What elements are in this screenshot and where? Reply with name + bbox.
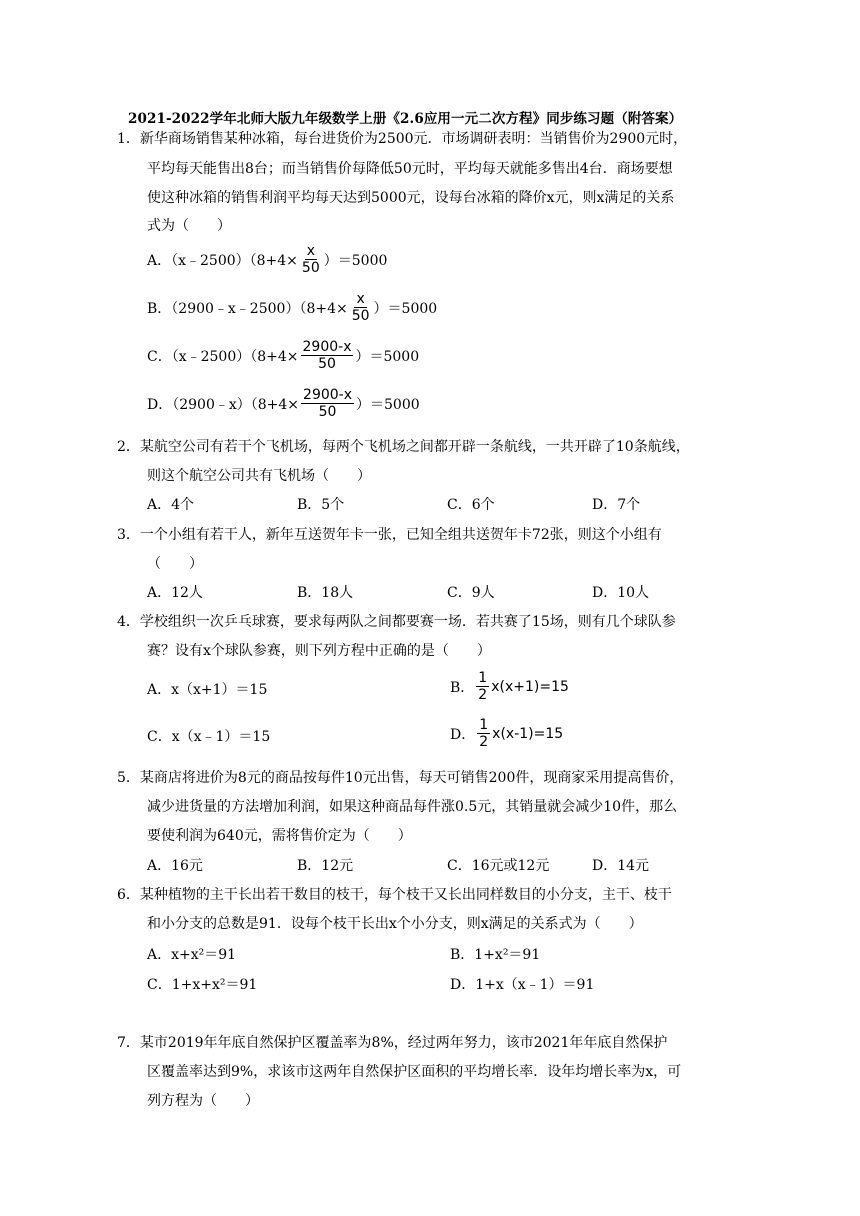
q3-line-1: 3．一个小组有若干人，新年互送贺年卡一张，已知全组共送贺年卡72张，则这个小组有: [117, 527, 662, 543]
q2-option-a: A．4个: [147, 497, 195, 513]
fraction-numerator: x: [356, 291, 365, 307]
fraction-denominator: 2: [479, 734, 489, 750]
q5-option-c: C．16元或12元: [447, 858, 550, 874]
q2-line-2: 则这个航空公司共有飞机场（ ）: [147, 468, 371, 484]
q6-option-c: C．1+x+x²＝91: [147, 977, 258, 993]
fraction-denominator: 50: [318, 356, 336, 372]
q1-option-b-fraction: [350, 291, 372, 324]
q5-option-d: D．14元: [592, 858, 650, 874]
q1-option-a-fraction: [300, 243, 322, 276]
q5-option-a: A．16元: [147, 858, 203, 874]
q1-option-d-fraction: [301, 387, 354, 420]
q7-line-3: 列方程为（ ）: [147, 1093, 259, 1109]
q1-option-b-post: ）＝5000: [373, 300, 438, 317]
fraction-denominator: 2: [478, 687, 488, 703]
q4-line-1: 4．学校组织一次乒乓球赛，要求每两队之间都要赛一场．若共赛了15场，则有几个球队参: [117, 614, 676, 630]
q4-option-b-label: B．: [450, 679, 475, 696]
q6-line-2: 和小分支的总数是91．设每个枝干长出x个小分支，则x满足的关系式为（ ）: [147, 916, 643, 932]
q4-option-b-expression: x(x+1)=15: [491, 678, 569, 695]
q3-option-b: B．18人: [297, 585, 354, 601]
q4-option-d-expression: x(x-1)=15: [492, 725, 564, 742]
q5-option-b: B．12元: [297, 858, 354, 874]
q1-option-c-fraction: [301, 339, 354, 372]
q1-option-a-pre: A．（x﹣2500）（8+4×: [147, 252, 298, 269]
q1-option-d-post: ）＝5000: [356, 396, 420, 413]
q6-line-1: 6．某种植物的主干长出若干数目的枝干，每个枝干又长出同样数目的小分支，主干、枝干: [117, 887, 672, 903]
q3-option-a: A．12人: [147, 585, 203, 601]
q3-line-2: （ ）: [147, 556, 203, 572]
q5-line-2: 减少进货量的方法增加利润，如果这种商品每件涨0.5元，其销量就会减少10件，那么: [147, 799, 678, 815]
q1-line-1: 1．新华商场销售某种冰箱，每台进货价为2500元．市场调研表明：当销售价为2900元时，: [117, 131, 688, 147]
q1-line-3: 使这种冰箱的销售利润平均每天达到5000元，设每台冰箱的降价x元，则x满足的关系: [147, 190, 675, 206]
q1-line-2: 平均每天能售出8台；而当销售价每降低50元时，平均每天就能多售出4台．商场要想: [147, 161, 673, 177]
fraction-denominator: 50: [351, 308, 370, 324]
q5-line-1: 5．某商店将进价为8元的商品按每件10元出售，每天可销售200件，现商家采用提高售价，: [117, 770, 684, 786]
q3-option-c: C．9人: [447, 585, 495, 601]
q4-option-a: A．x（x+1）＝15: [147, 682, 268, 698]
q4-option-b: [450, 670, 569, 703]
q1-option-b-pre: B．（2900﹣x﹣2500）（8+4×: [147, 300, 348, 317]
q1-option-a-post: ）＝5000: [323, 252, 388, 269]
fraction-numerator: 1: [479, 717, 489, 733]
fraction-numerator: x: [306, 243, 315, 259]
q6-option-a: A．x+x²＝91: [147, 947, 237, 963]
q4-option-d: [450, 717, 563, 750]
q2-option-c: C．6个: [447, 497, 495, 513]
q6-option-d: D．1+x（x﹣1）＝91: [450, 977, 595, 993]
q1-option-c: [147, 339, 419, 372]
fraction-denominator: 50: [301, 260, 320, 276]
q3-option-d: D．10人: [592, 585, 650, 601]
q2-line-1: 2．某航空公司有若干个飞机场，每两个飞机场之间都开辟一条航线，一共开辟了10条航线，: [117, 439, 690, 455]
page-title: 2021-2022学年北师大版九年级数学上册《2.6应用一元二次方程》同步练习题（附答案）: [128, 111, 683, 127]
fraction-numerator: 2900-x: [303, 387, 352, 403]
q1-line-4: 式为（ ）: [147, 218, 231, 234]
q4-option-c: C．x（x﹣1）＝15: [147, 729, 271, 745]
q7-line-1: 7．某市2019年年底自然保护区覆盖率为8%，经过两年努力，该市2021年年底自然保护: [117, 1035, 668, 1051]
q2-option-b: B．5个: [297, 497, 345, 513]
q1-option-c-post: ）＝5000: [355, 348, 420, 365]
q5-line-3: 要使利润为640元，需将售价定为（ ）: [147, 828, 412, 844]
fraction-numerator: 2900-x: [302, 339, 352, 355]
q1-option-d: [147, 387, 420, 420]
q1-option-a: [147, 243, 387, 276]
q4-option-d-label: D．: [450, 726, 476, 743]
q1-option-b: [147, 291, 437, 324]
fraction-numerator: 1: [478, 670, 488, 686]
q4-option-d-fraction: [477, 717, 490, 750]
q7-line-2: 区覆盖率达到9%，求该市这两年自然保护区面积的平均增长率．设年均增长率为x，可: [147, 1064, 682, 1080]
q1-option-c-pre: C．（x﹣2500）（8+4×: [147, 348, 299, 365]
q4-line-2: 赛？设有x个球队参赛，则下列方程中正确的是（ ）: [147, 643, 491, 659]
q2-option-d: D．7个: [592, 497, 641, 513]
q1-option-d-pre: D．（2900﹣x）（8+4×: [147, 396, 300, 413]
fraction-denominator: 50: [318, 404, 337, 420]
q6-option-b: B．1+x²＝91: [450, 947, 541, 963]
q4-option-b-fraction: [476, 670, 489, 703]
